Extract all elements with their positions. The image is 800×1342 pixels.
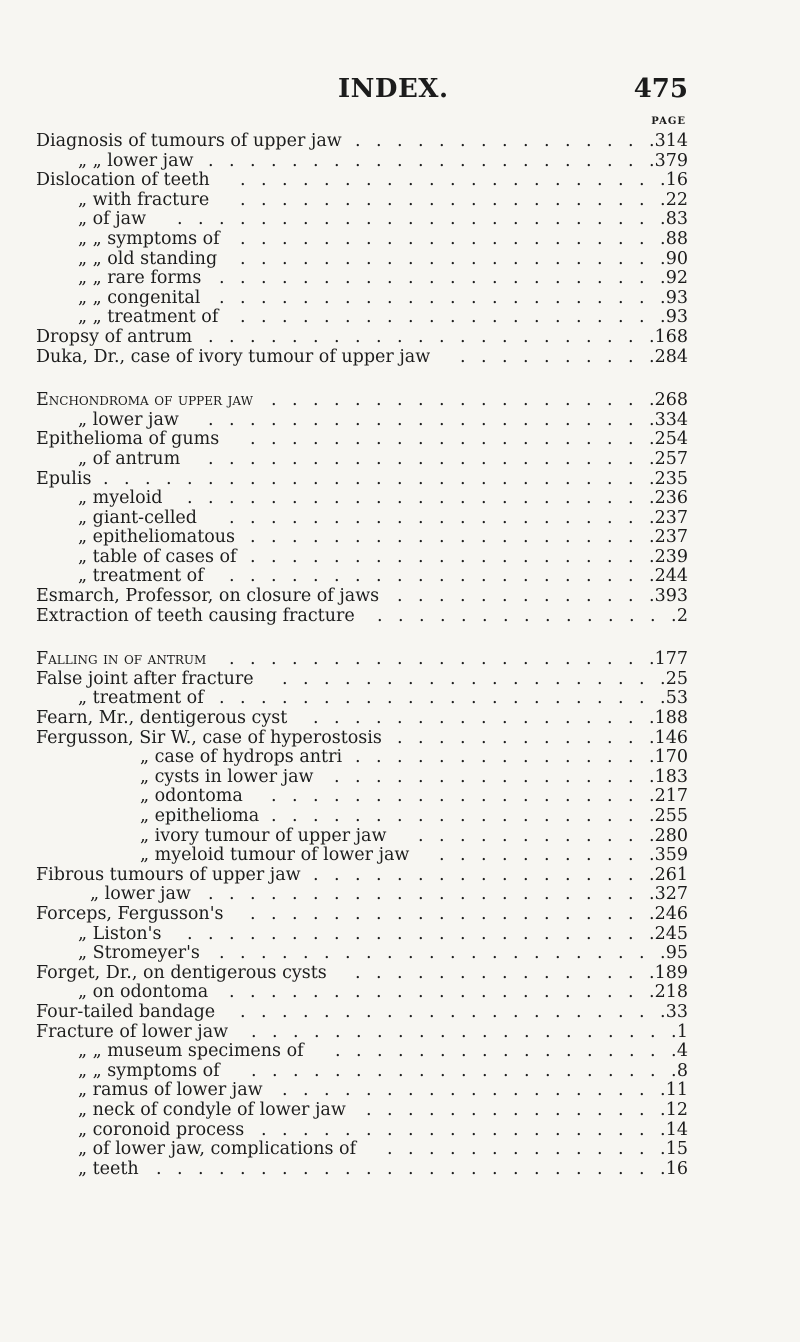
entry-page-number: 183 (654, 766, 688, 787)
entry-text: „ case of hydrops antri (140, 747, 343, 768)
entry-text: Fearn, Mr., dentigerous cyst (36, 708, 288, 729)
page-column-label: PAGE (651, 116, 686, 127)
entry-text: Dropsy of antrum (36, 326, 193, 347)
entry-text: Epithelioma of gums (36, 429, 220, 450)
index-entry: „ epitheliomatous 237 . . . . . . . . . . . . . . . . . . . . (78, 527, 688, 548)
entry-page-number: 88 (665, 228, 688, 249)
index-entry: „ „ rare forms 92 . . . . . . . . . . . . . . . . . . . . . . (78, 268, 688, 289)
entry-text: „ lower jaw (78, 409, 179, 430)
index-entry: „ „ lower jaw 379 . . . . . . . . . . . . . . . . . . . . . . (78, 150, 688, 171)
index-entry: „ „ symptoms of 88 . . . . . . . . . . . . . . . . . . . . . (78, 228, 688, 249)
index-entry: „ with fracture 22 . . . . . . . . . . . . . . . . . . . . . (78, 189, 688, 210)
index-entry: „ treatment of 53 . . . . . . . . . . . . . . . . . . . . . . (78, 688, 688, 709)
entry-text: Epulis (36, 468, 92, 489)
index-entry: Extraction of teeth causing fracture 2 . . . . . . . . . . . . . . . (36, 605, 688, 626)
entry-page-number: 246 (654, 903, 688, 924)
index-entry: „ of antrum 257 . . . . . . . . . . . . . . . . . . . . . . (78, 448, 688, 469)
entry-text: „ table of cases of (78, 546, 237, 567)
index-entry: „ of jaw 83 . . . . . . . . . . . . . . . . . . . . . . . . (78, 209, 688, 230)
entry-page-number: 2 (676, 605, 688, 626)
section-gap (0, 626, 800, 650)
index-entries (0, 132, 800, 1179)
entry-text: „ teeth (78, 1158, 139, 1179)
entry-page-number: 314 (654, 131, 688, 151)
entry-text: „ „ old standing (78, 248, 218, 269)
entry-text: Falling in of antrum (36, 649, 207, 670)
entry-page-number: 284 (654, 346, 688, 367)
entry-page-number: 83 (665, 209, 688, 230)
entry-text: False joint after fracture (36, 668, 254, 689)
index-entry: Four-tailed bandage 33 . . . . . . . . . . . . . . . . . . . . . (36, 1001, 688, 1022)
entry-text: „ myeloid tumour of lower jaw (140, 845, 410, 866)
entry-page-number: 268 (654, 390, 688, 411)
index-entry: „ ivory tumour of upper jaw 280 . . . . . . . . . . . . (140, 825, 688, 846)
entry-text: Fracture of lower jaw (36, 1021, 229, 1042)
entry-text: „ treatment of (78, 688, 204, 709)
entry-page-number: 257 (654, 448, 688, 469)
entry-text: „ on odontoma (78, 982, 209, 1003)
entry-page-number: 168 (654, 326, 688, 347)
entry-page-number: 146 (654, 727, 688, 748)
entry-page-number: 189 (654, 962, 688, 983)
index-entry: „ odontoma 217 . . . . . . . . . . . . . . . . . . . (140, 786, 688, 807)
entry-page-number: 11 (665, 1080, 688, 1101)
entry-text: „ „ congenital (78, 287, 201, 308)
index-entry: False joint after fracture 25 . . . . . . . . . . . . . . . . . . . (36, 668, 688, 689)
entry-text: „ of lower jaw, complications of (78, 1139, 357, 1160)
entry-text: „ epithelioma (140, 806, 260, 826)
entry-page-number: 90 (665, 248, 688, 269)
entry-page-number: 4 (676, 1041, 688, 1062)
entry-page-number: 170 (654, 747, 688, 768)
index-entry: „ „ congenital 93 . . . . . . . . . . . . . . . . . . . . . . (78, 287, 688, 308)
index-entry: „ teeth 16 . . . . . . . . . . . . . . . . . . . . . . . . . (78, 1158, 688, 1179)
entry-page-number: 236 (654, 488, 688, 509)
entry-page-number: 237 (654, 507, 688, 528)
entry-page-number: 359 (654, 845, 688, 866)
index-entry: „ case of hydrops antri 170 . . . . . . . . . . . . . . . (140, 747, 688, 768)
entry-text: „ Liston's (78, 923, 162, 944)
entry-page-number: 379 (654, 150, 688, 171)
entry-page-number: 25 (665, 668, 688, 689)
entry-text: „ „ museum specimens of (78, 1041, 304, 1062)
entry-page-number: 14 (665, 1119, 688, 1140)
entry-page-number: 53 (665, 688, 688, 709)
entry-text: „ epitheliomatous (78, 527, 236, 548)
entry-text: „ „ symptoms of (78, 228, 220, 249)
entry-page-number: 1 (676, 1021, 688, 1042)
index-entry: Falling in of antrum 177 . . . . . . . . . . . . . . . . . . . . . (36, 649, 688, 670)
index-entry: Forceps, Fergusson's 246 . . . . . . . . . . . . . . . . . . . . (36, 903, 688, 924)
entry-page-number: 217 (654, 786, 688, 807)
entry-page-number: 235 (654, 468, 688, 489)
entry-text: „ treatment of (78, 566, 204, 587)
index-entry: „ table of cases of 239 . . . . . . . . . . . . . . . . . . . . (78, 546, 688, 567)
entry-text: Forget, Dr., on dentigerous cysts (36, 962, 327, 983)
entry-text: Dislocation of teeth (36, 170, 210, 191)
entry-text: „ giant-celled (78, 507, 197, 528)
index-entry: „ „ treatment of 93 . . . . . . . . . . . . . . . . . . . . . (78, 307, 688, 328)
entry-page-number: 239 (654, 546, 688, 567)
index-entry: „ „ old standing 90 . . . . . . . . . . . . . . . . . . . . . (78, 248, 688, 269)
entry-text: „ of jaw (78, 209, 147, 230)
entry-page-number: 93 (665, 287, 688, 308)
entry-page-number: 255 (654, 806, 688, 826)
entry-text: Enchondroma of upper jaw (36, 390, 253, 411)
entry-text: „ of antrum (78, 448, 181, 469)
entry-text: „ „ rare forms (78, 268, 202, 289)
entry-page-number: 15 (665, 1139, 688, 1160)
index-entry: „ giant-celled 237 . . . . . . . . . . . . . . . . . . . . . (78, 507, 688, 528)
index-entry: „ lower jaw 327 . . . . . . . . . . . . . . . . . . . . . . (90, 884, 688, 905)
entry-text: „ neck of condyle of lower jaw (78, 1099, 346, 1120)
index-entry: Fearn, Mr., dentigerous cyst 188 . . . . . . . . . . . . . . . . . (36, 708, 688, 729)
entry-text: „ lower jaw (90, 884, 191, 905)
entry-page-number: 244 (654, 566, 688, 587)
entry-page-number: 16 (665, 1158, 688, 1179)
entry-page-number: 334 (654, 409, 688, 430)
index-entry: Duka, Dr., case of ivory tumour of upper jaw 284 . . . . . . . . . . (36, 346, 688, 367)
entry-text: Extraction of teeth causing fracture (36, 605, 355, 626)
entry-page-number: 280 (654, 825, 688, 846)
index-entry: „ ramus of lower jaw 11 . . . . . . . . . . . . . . . . . . . (78, 1080, 688, 1101)
index-entry: Forget, Dr., on dentigerous cysts 189 . . . . . . . . . . . . . . . (36, 962, 688, 983)
entry-page-number: 92 (665, 268, 688, 289)
index-entry: Fibrous tumours of upper jaw 261 . . . . . . . . . . . . . . . . . (36, 864, 688, 885)
entry-text: Duka, Dr., case of ivory tumour of upper jaw (36, 346, 431, 367)
index-entry: Epithelioma of gums 254 . . . . . . . . . . . . . . . . . . . . (36, 429, 688, 450)
entry-text: Forceps, Fergusson's (36, 903, 224, 924)
entry-text: „ cysts in lower jaw (140, 766, 314, 787)
index-entry: „ treatment of 244 . . . . . . . . . . . . . . . . . . . . . (78, 566, 688, 587)
index-entry: „ epithelioma 255 . . . . . . . . . . . . . . . . . . . (140, 806, 688, 826)
entry-page-number: 33 (665, 1001, 688, 1022)
entry-page-number: 16 (665, 170, 688, 191)
index-entry: „ „ symptoms of 8 . . . . . . . . . . . . . . . . . . . . . (78, 1060, 688, 1081)
entry-text: „ „ lower jaw (78, 150, 194, 171)
entry-page-number: 8 (676, 1060, 688, 1081)
index-entry: „ on odontoma 218 . . . . . . . . . . . . . . . . . . . . . (78, 982, 688, 1003)
entry-text: Four-tailed bandage (36, 1001, 216, 1022)
index-entry: „ myeloid tumour of lower jaw 359 . . . . . . . . . . . (140, 845, 688, 866)
entry-text: „ „ symptoms of (78, 1060, 220, 1081)
entry-text: „ ivory tumour of upper jaw (140, 825, 387, 846)
entry-page-number: 393 (654, 586, 688, 607)
entry-text: „ ramus of lower jaw (78, 1080, 263, 1101)
index-entry: Fracture of lower jaw 1 . . . . . . . . . . . . . . . . . . . . . (36, 1021, 688, 1042)
entry-text: „ coronoid process (78, 1119, 245, 1140)
entry-text: Fibrous tumours of upper jaw (36, 864, 301, 885)
index-entry: Dropsy of antrum 168 . . . . . . . . . . . . . . . . . . . . . . (36, 326, 688, 347)
entry-page-number: 237 (654, 527, 688, 548)
index-entry: „ „ museum specimens of 4 . . . . . . . . . . . . . . . . . (78, 1041, 688, 1062)
entry-page-number: 245 (654, 923, 688, 944)
entry-text: „ with fracture (78, 189, 210, 210)
index-entry: Diagnosis of tumours of upper jaw 314 . . . . . . . . . . . . . . . (36, 131, 688, 151)
entry-page-number: 254 (654, 429, 688, 450)
index-entry: „ lower jaw 334 . . . . . . . . . . . . . . . . . . . . . . (78, 409, 688, 430)
index-entry: Epulis 235 . . . . . . . . . . . . . . . . . . . . . . . . . . . (36, 468, 688, 489)
index-entry: „ of lower jaw, complications of 15 . . . . . . . . . . . . . . (78, 1139, 688, 1160)
entry-page-number: 95 (665, 943, 688, 964)
index-entry: „ Stromeyer's 95 . . . . . . . . . . . . . . . . . . . . . . (78, 943, 688, 964)
entry-text: „ Stromeyer's (78, 943, 200, 964)
entry-text: Esmarch, Professor, on closure of jaws (36, 586, 380, 607)
index-entry: Esmarch, Professor, on closure of jaws 393 . . . . . . . . . . . . . (36, 586, 688, 607)
entry-text: „ odontoma (140, 786, 243, 807)
entry-page-number: 261 (654, 864, 688, 885)
index-entry: „ neck of condyle of lower jaw 12 . . . . . . . . . . . . . . . (78, 1099, 688, 1120)
page-header (0, 74, 800, 108)
entry-page-number: 218 (654, 982, 688, 1003)
index-entry: Fergusson, Sir W., case of hyperostosis 146 . . . . . . . . . . . . . (36, 727, 688, 748)
entry-page-number: 177 (654, 649, 688, 670)
entry-text: „ myeloid (78, 488, 163, 509)
index-entry: „ coronoid process 14 . . . . . . . . . . . . . . . . . . . . (78, 1119, 688, 1140)
entry-text: Diagnosis of tumours of upper jaw (36, 131, 342, 151)
index-entry: Enchondroma of upper jaw 268 . . . . . . . . . . . . . . . . . . . (36, 390, 688, 411)
index-entry: „ cysts in lower jaw 183 . . . . . . . . . . . . . . . . (140, 766, 688, 787)
entry-page-number: 22 (665, 189, 688, 210)
section-gap (0, 367, 800, 391)
index-entry: „ myeloid 236 . . . . . . . . . . . . . . . . . . . . . . . (78, 488, 688, 509)
running-title: INDEX. (338, 74, 449, 104)
page-number: 475 (633, 74, 688, 104)
entry-page-number: 188 (654, 708, 688, 729)
index-entry: Dislocation of teeth 16 . . . . . . . . . . . . . . . . . . . . . (36, 170, 688, 191)
entry-page-number: 327 (654, 884, 688, 905)
entry-page-number: 12 (665, 1099, 688, 1120)
entry-text: „ „ treatment of (78, 307, 219, 328)
index-entry: „ Liston's 245 . . . . . . . . . . . . . . . . . . . . . . . (78, 923, 688, 944)
entry-text: Fergusson, Sir W., case of hyperostosis (36, 727, 382, 748)
entry-page-number: 93 (665, 307, 688, 328)
